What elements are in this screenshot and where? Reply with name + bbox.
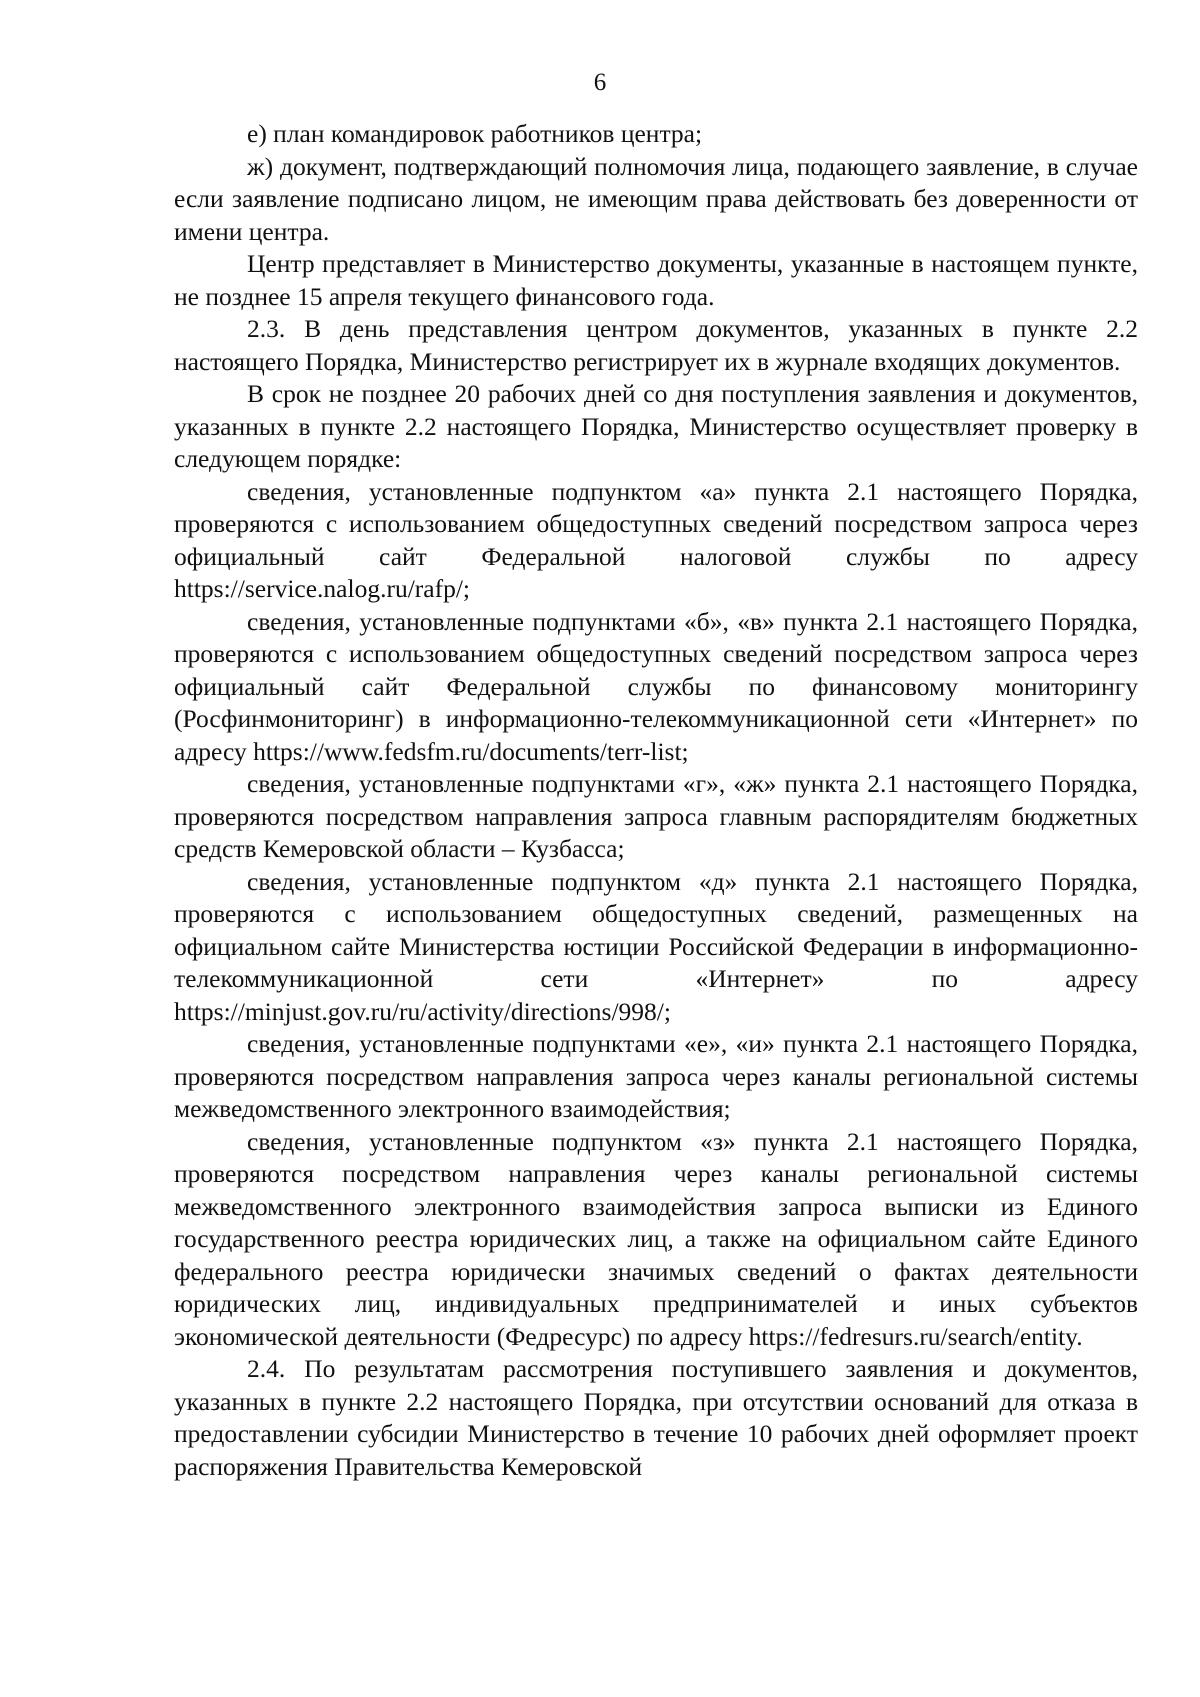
paragraph-check-b-v: сведения, установленные подпунктами «б», «в» пункта 2.1 настоящего Порядка, проверяются с использованием общедоступных сведений посредством запроса через официальный сайт Федеральной службы по финансовому мониторингу (Росфинмониторинг) в информационно-телекоммуникационной сети «Интернет» по адресу https://www.fedsfm.ru/documents/terr-list;: [174, 606, 1138, 766]
paragraph-item-e: е) план командировок работников центра;: [247, 119, 703, 148]
paragraph-submission-deadline: Центр представляет в Министерство документы, указанные в настоящем пункте, не позднее 15 апреля текущего финансового года.: [174, 249, 1138, 311]
paragraph-2-4: 2.4. По результатам рассмотрения поступившего заявления и документов, указанных в пункте 2.2 настоящего Порядка, при отсутствии оснований для отказа в предоставлении субсидии Министерство в течение 10 рабочих дней оформляет проект распоряжения Правительства Кемеровской: [174, 1354, 1138, 1481]
document-body: [174, 118, 1138, 1483]
paragraph-check-e-i: сведения, установленные подпунктами «е», «и» пункта 2.1 настоящего Порядка, проверяются посредством направления запроса через каналы региональной системы межведомственного электронного взаимодействия;: [174, 1029, 1138, 1123]
paragraph-2-3: 2.3. В день представления центром документов, указанных в пункте 2.2 настоящего Порядка, Министерство регистрирует их в журнале входящих документов.: [174, 314, 1138, 376]
paragraph-item-zh: ж) документ, подтверждающий полномочия лица, подающего заявление, в случае если заявление подписано лицом, не имеющим права действовать без доверенности от имени центра.: [174, 151, 1138, 246]
paragraph-check-z: сведения, установленные подпунктом «з» пункта 2.1 настоящего Порядка, проверяются посредством направления через каналы региональной системы межведомственного электронного взаимодействия запроса выписки из Единого государственного реестра юридических лиц, а также на официальном сайте Единого федерального реестра юридически значимых сведений о фактах деятельности юридических лиц, индивидуальных предпринимателей и иных субъектов экономической деятельности (Федресурс) по адресу https://fedresurs.ru/search/entity.: [174, 1126, 1138, 1351]
paragraph-verification-period: В срок не позднее 20 рабочих дней со дня поступления заявления и документов, указанных в пункте 2.2 настоящего Порядка, Министерство осуществляет проверку в следующем порядке:: [174, 379, 1138, 473]
paragraph-check-a: сведения, установленные подпунктом «а» пункта 2.1 настоящего Порядка, проверяются с использованием общедоступных сведений посредством запроса через официальный сайт Федеральной налоговой службы по адресу https://service.nalog.ru/rafp/;: [174, 476, 1138, 603]
page-number: 6: [593, 69, 607, 96]
paragraph-check-d: сведения, установленные подпунктом «д» пункта 2.1 настоящего Порядка, проверяются с использованием общедоступных сведений, размещенных на официальном сайте Министерства юстиции Российской Федерации в информационно-телекоммуникационной сети «Интернет» по адресу https://minjust.gov.ru/ru/activity/directions/998/;: [174, 866, 1138, 1026]
paragraph-check-g-zh: сведения, установленные подпунктами «г», «ж» пункта 2.1 настоящего Порядка, проверяются посредством направления запроса главным распорядителям бюджетных средств Кемеровской области – Кузбасса;: [174, 769, 1138, 863]
